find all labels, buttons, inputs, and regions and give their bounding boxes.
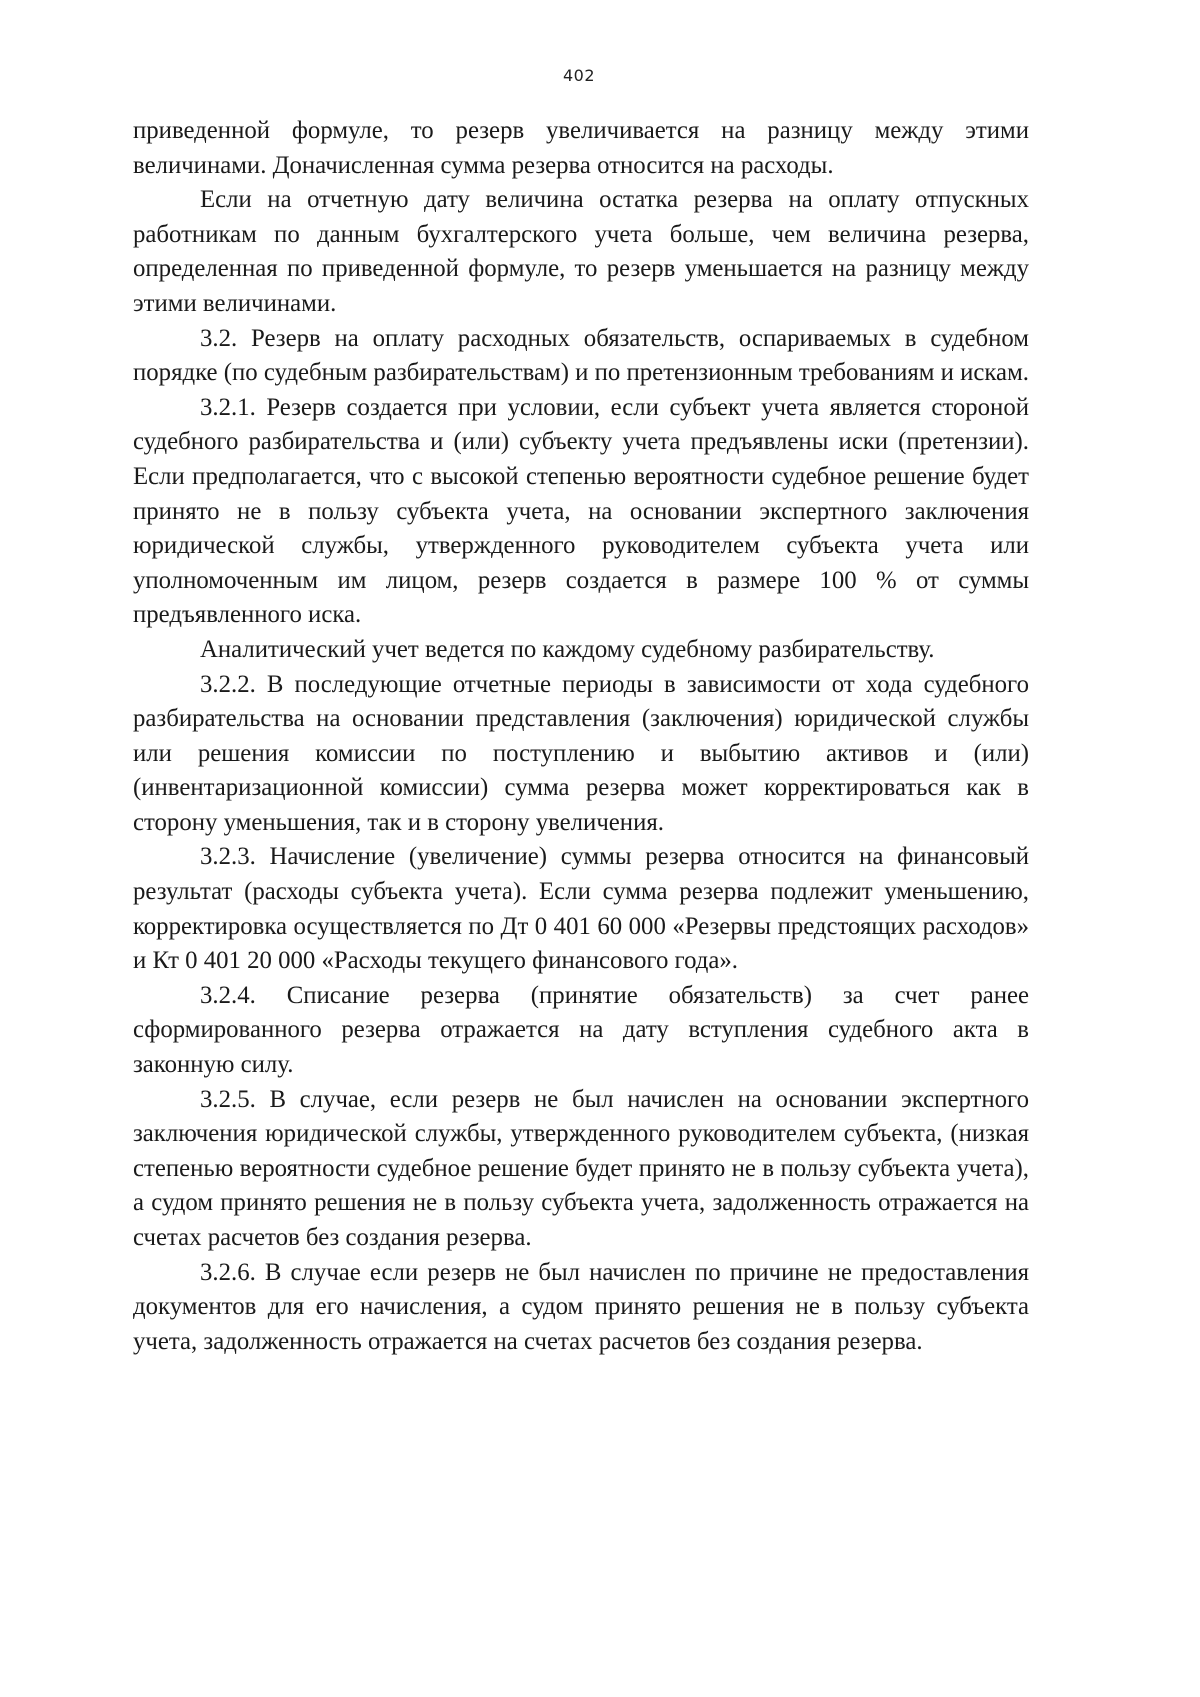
- clause-3-2-3: 3.2.3. Начисление (увеличение) суммы резерва относится на финансовый результат (расходы субъекта учета). Если сумма резерва подлежит уменьшению, корректировка осуществляется по Дт 0 401 60 000 «Резервы предстоящих расходов» и Кт 0 401 20 000 «Расходы текущего финансового года».: [133, 843, 1029, 975]
- paragraph: Если на отчетную дату величина остатка резерва на оплату отпускных работникам по данным бухгалтерского учета больше, чем величина резерва, определенная по приведенной формуле, то резерв уменьшается на разницу между этими величинами.: [133, 186, 1029, 317]
- page-number: 402: [562, 66, 596, 85]
- paragraph: Аналитический учет ведется по каждому судебному разбирательству.: [200, 635, 935, 663]
- paragraph: приведенной формуле, то резерв увеличивается на разницу между этими величинами. Доначисленная сумма резерва относится на расходы.: [133, 117, 1029, 179]
- clause-3-2-4: 3.2.4. Списание резерва (принятие обязательств) за счет ранее сформированного резерва отражается на дату вступления судебного акта в законную силу.: [133, 981, 1029, 1079]
- clause-3-2-6: 3.2.6. В случае если резерв не был начислен по причине не предоставления документов для его начисления, а судом принято решения не в пользу субъекта учета, задолженность отражается на счетах расчетов без создания резерва.: [133, 1258, 1029, 1355]
- clause-3-2-1: 3.2.1. Резерв создается при условии, если субъект учета является стороной судебного разбирательства и (или) субъекту учета предъявлены иски (претензии). Если предполагается, что с высокой степенью вероятности судебное решение будет принято не в пользу субъекта учета, на основании экспертного заключения юридической службы, утвержденного руководителем субъекта учета или уполномоченным им лицом, резерв создается в размере 100 % от суммы предъявленного иска.: [133, 393, 1029, 629]
- document-body: [133, 114, 1029, 1359]
- clause-3-2-2: 3.2.2. В последующие отчетные периоды в зависимости от хода судебного разбирательства на основании представления (заключения) юридической службы или решения комиссии по поступлению и выбытию активов и (или) (инвентаризационной комиссии) сумма резерва может корректироваться как в сторону уменьшения, так и в сторону увеличения.: [133, 670, 1029, 836]
- section-heading-3-2: 3.2. Резерв на оплату расходных обязательств, оспариваемых в судебном порядке (по судебным разбирательствам) и по претензионным требованиям и искам.: [133, 324, 1029, 387]
- clause-3-2-5: 3.2.5. В случае, если резерв не был начислен на основании экспертного заключения юридической службы, утвержденного руководителем субъекта, (низкая степенью вероятности судебное решение будет принято не в пользу субъекта учета), а судом принято решения не в пользу субъекта учета, задолженность отражается на счетах расчетов без создания резерва.: [133, 1085, 1029, 1251]
